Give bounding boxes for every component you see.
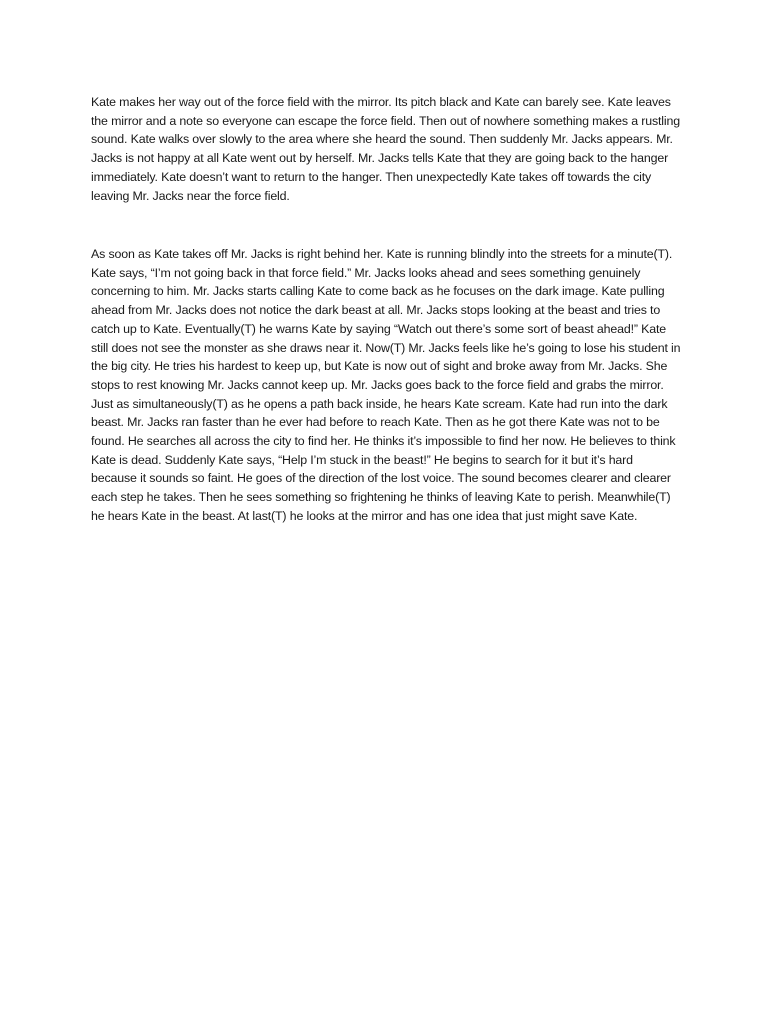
paragraph-1: Kate makes her way out of the force field with the mirror. Its pitch black and Kate can barely see. Kate leaves the mirror and a note so everyone can escape the force field. Then out of nowhere something makes a rustling sound. Kate walks over slowly to the area where she heard the sound. Then suddenly Mr. Jacks appears. Mr. Jacks is not happy at all Kate went out by herself. Mr. Jacks tells Kate that they are going back to the hanger immediately. Kate doesn’t want to return to the hanger. Then unexpectedly Kate takes off towards the city leaving Mr. Jacks near the force field. bbox=[91, 95, 680, 203]
paragraph-2: As soon as Kate takes off Mr. Jacks is right behind her. Kate is running blindly into the streets for a minute(T). Kate says, “I’m not going back in that force field.” Mr. Jacks looks ahead and sees something genuinely concerning to him. Mr. Jacks starts calling Kate to come back as he focuses on the dark image. Kate pulling ahead from Mr. Jacks does not notice the dark beast at all. Mr. Jacks stops looking at the beast and tries to catch up to Kate. Eventually(T) he warns Kate by saying “Watch out there’s some sort of beast ahead!” Kate still does not see the monster as she draws near it. Now(T) Mr. Jacks feels like he’s going to lose his student in the big city. He tries his hardest to keep up, but Kate is now out of sight and broke away from Mr. Jacks. She stops to rest knowing Mr. Jacks cannot keep up. Mr. Jacks goes back to the force field and grabs the mirror. Just as simultaneously(T) as he opens a path back inside, he hears Kate scream. Kate had run into the dark beast. Mr. Jacks ran faster than he ever had before to reach Kate. Then as he got there Kate was not to be found. He searches all across the city to find her. He thinks it’s impossible to find her now. He believes to think Kate is dead. Suddenly Kate says, “Help I’m stuck in the beast!” He begins to search for it but it’s hard because it sounds so faint. He goes of the direction of the lost voice. The sound becomes clearer and clearer each step he takes. Then he sees something so frightening he thinks of leaving Kate to perish. Meanwhile(T) he hears Kate in the beast. At last(T) he looks at the mirror and has one idea that just might save Kate. bbox=[91, 247, 681, 523]
